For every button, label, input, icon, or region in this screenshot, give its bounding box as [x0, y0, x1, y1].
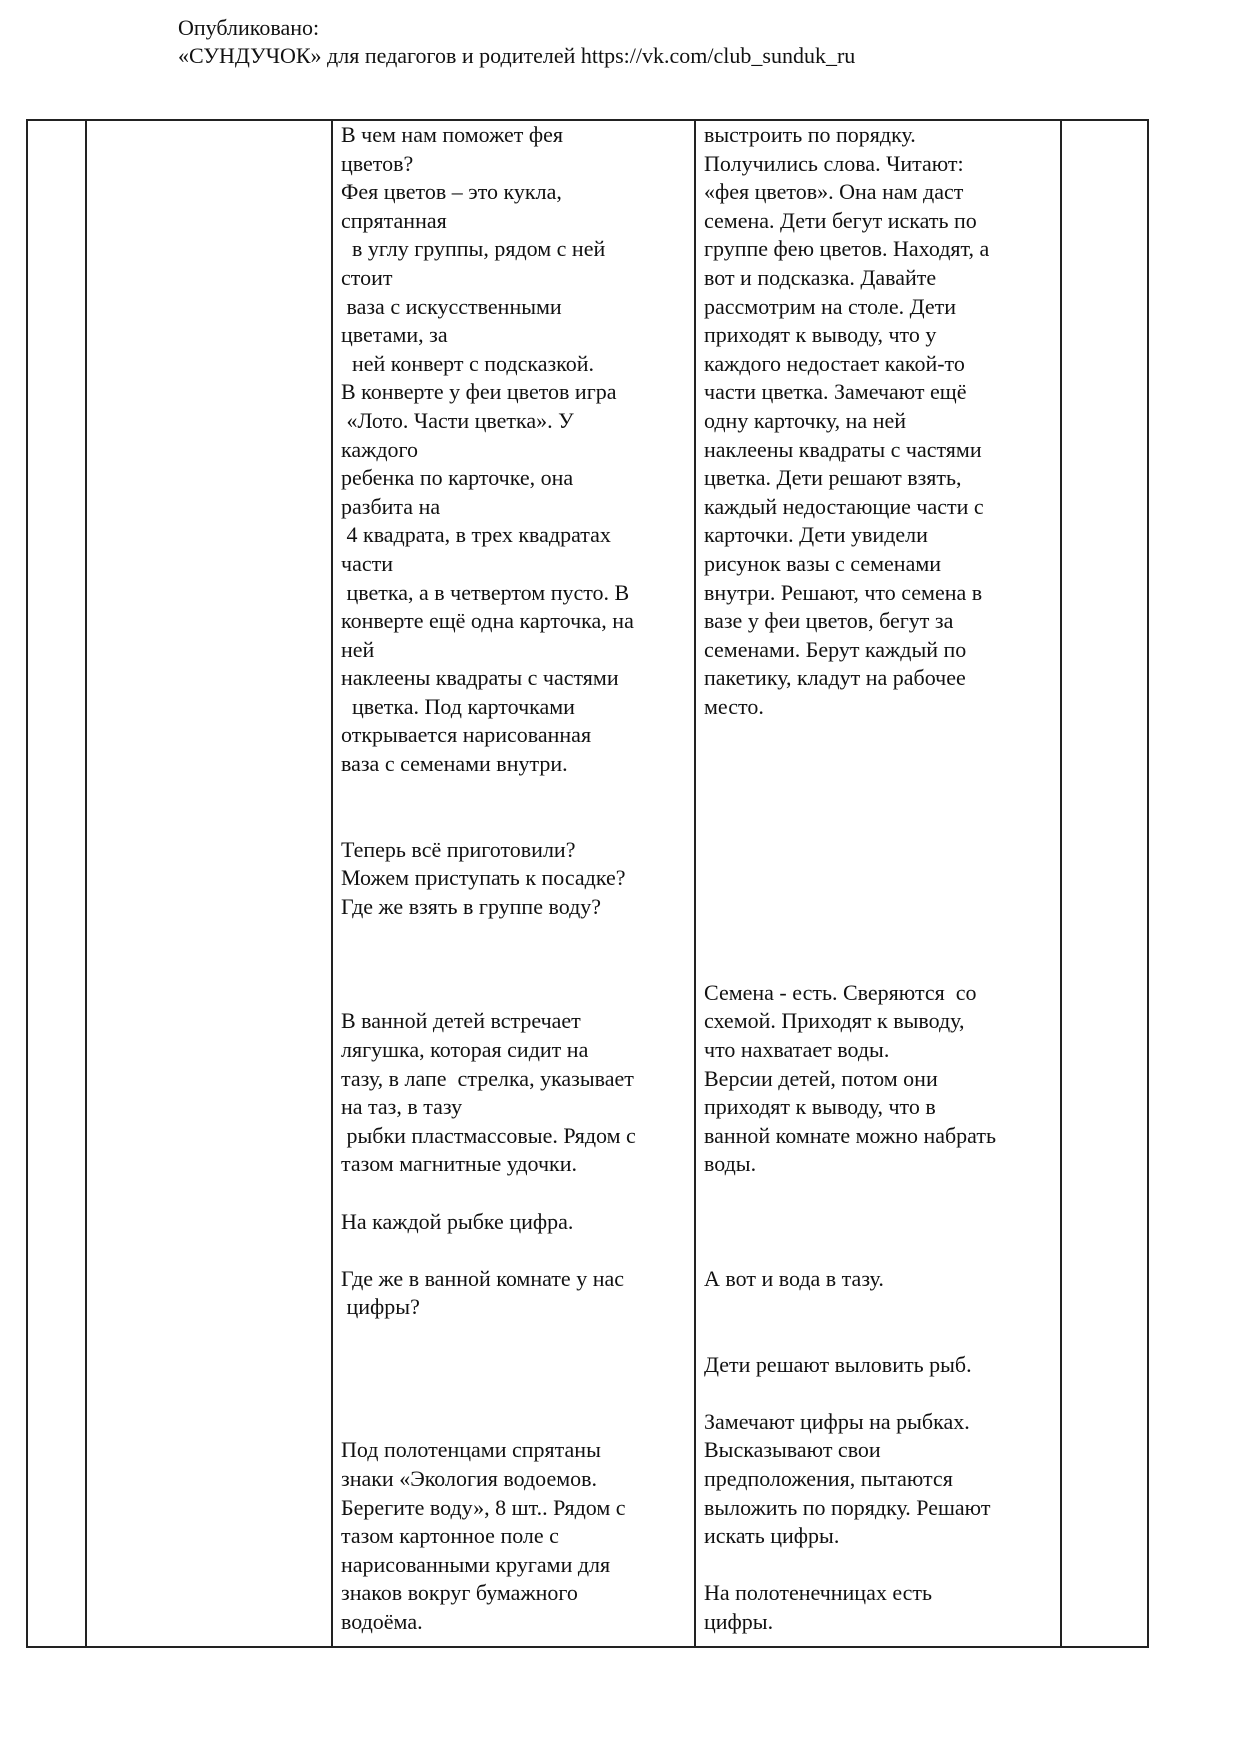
text-line: группе фею цветов. Находят, а	[704, 236, 990, 262]
text-line: пакетику, кладут на рабочее	[704, 665, 966, 691]
text-line	[341, 1408, 693, 1437]
text-line: Под полотенцами спрятаны	[341, 1437, 601, 1463]
text-line: тазу, в лапе стрелка, указывает	[341, 1065, 634, 1091]
text-line: На каждой рыбке цифра.	[341, 1208, 574, 1234]
text-line	[341, 1236, 693, 1265]
text-line: схемой. Приходят к выводу,	[704, 1008, 965, 1034]
text-line: предположения, пытаются	[704, 1465, 953, 1491]
text-line: нарисованными кругами для	[341, 1551, 611, 1577]
text-line	[704, 721, 1058, 750]
text-line: спрятанная	[341, 207, 447, 233]
text-line: ваза с семенами внутри.	[341, 751, 568, 777]
text-line: ней	[341, 636, 375, 662]
text-line: Замечают цифры на рыбках.	[704, 1408, 970, 1434]
teacher-actions-cell	[341, 121, 693, 1636]
page-header	[178, 14, 855, 70]
text-line	[704, 1551, 1058, 1580]
text-line: ребенка по карточке, она	[341, 465, 574, 491]
text-line	[341, 922, 693, 951]
text-line	[704, 893, 1058, 922]
text-line: ванной комнате можно набрать	[704, 1122, 997, 1148]
text-line: Получились слова. Читают:	[704, 150, 964, 176]
text-line: семена. Дети бегут искать по	[704, 207, 977, 233]
text-line	[341, 950, 693, 979]
text-line: одну карточку, на ней	[704, 407, 907, 433]
text-line: знаки «Экология водоемов.	[341, 1465, 598, 1491]
text-line: выложить по порядку. Решают	[704, 1494, 991, 1520]
text-line	[341, 1322, 693, 1351]
column-divider-1	[85, 121, 87, 1646]
text-line: искать цифры.	[704, 1523, 840, 1549]
text-line: лягушка, которая сидит на	[341, 1037, 589, 1062]
text-line: рыбки пластмассовые. Рядом с	[341, 1122, 636, 1148]
text-line	[704, 922, 1058, 951]
text-line: Теперь всё приготовили?	[341, 836, 576, 862]
text-line: 4 квадрата, в трех квадратах	[341, 522, 611, 548]
text-line: карточки. Дети увидели	[704, 522, 928, 548]
text-line: знаков вокруг бумажного	[341, 1580, 578, 1606]
text-line	[341, 807, 693, 836]
text-line: каждый недостающие части с	[704, 493, 984, 519]
text-line: стоит	[341, 264, 393, 290]
text-line: наклеены квадраты с частями	[341, 665, 619, 691]
text-line: части цветка. Замечают ещё	[704, 379, 967, 405]
text-line: рассмотрим на столе. Дети	[704, 293, 957, 319]
text-line: разбита на	[341, 493, 441, 519]
text-line: В ванной детей встречает	[341, 1008, 581, 1034]
text-line	[341, 1351, 693, 1380]
text-line	[704, 750, 1058, 779]
text-line: В чем нам поможет фея	[341, 122, 564, 147]
text-line: части	[341, 550, 393, 576]
column-divider-4	[1060, 121, 1062, 1646]
text-line: что нахватает воды.	[704, 1037, 890, 1062]
text-line: цифры.	[704, 1608, 774, 1634]
text-line: Берегите воду», 8 шт.. Рядом с	[341, 1494, 626, 1520]
text-line: каждого	[341, 436, 418, 462]
text-line: внутри. Решают, что семена в	[704, 579, 983, 605]
text-line: рисунок вазы с семенами	[704, 550, 942, 576]
column-divider-3	[694, 121, 696, 1646]
published-label: Опубликовано:	[178, 15, 320, 40]
text-line: водоёма.	[341, 1608, 423, 1634]
text-line: тазом магнитные удочки.	[341, 1151, 578, 1177]
text-line: Где же в ванной комнате у нас	[341, 1265, 624, 1291]
text-line: открывается нарисованная	[341, 722, 592, 748]
text-line	[341, 1379, 693, 1408]
text-line: на таз, в тазу	[341, 1094, 463, 1120]
text-line	[704, 864, 1058, 893]
text-line	[704, 1236, 1058, 1265]
children-actions-cell	[704, 121, 1058, 1636]
text-line: Высказывают свои	[704, 1437, 881, 1463]
text-line	[704, 1179, 1058, 1208]
text-line	[341, 779, 693, 808]
text-line: наклеены квадраты с частями	[704, 436, 982, 462]
text-line	[704, 1322, 1058, 1351]
text-line: Можем приступать к посадке?	[341, 865, 626, 891]
text-line: «Лото. Части цветка». У	[341, 407, 574, 433]
text-line: семенами. Берут каждый по	[704, 636, 967, 662]
text-line: цветка, а в четвертом пусто. В	[341, 579, 630, 605]
text-line: цветка. Под карточками	[341, 693, 575, 719]
text-line: ней конверт с подсказкой.	[341, 350, 595, 376]
text-line	[704, 1208, 1058, 1237]
text-line: Версии детей, потом они	[704, 1065, 938, 1091]
text-line	[341, 1179, 693, 1208]
text-line: конверте ещё одна карточка, на	[341, 608, 634, 634]
text-line: Семена - есть. Сверяются со	[704, 979, 977, 1005]
text-line	[704, 779, 1058, 808]
text-line	[704, 1379, 1058, 1408]
text-line: тазом картонное поле с	[341, 1523, 559, 1549]
text-line: приходят к выводу, что в	[704, 1094, 936, 1120]
source-line: «СУНДУЧОК» для педагогов и родителей https://vk.com/club_sunduk_ru	[178, 43, 856, 68]
lesson-table	[26, 119, 1149, 1648]
text-line: Фея цветов – это кукла,	[341, 179, 562, 205]
text-line: вот и подсказка. Давайте	[704, 264, 937, 290]
text-line: ваза с искусственными	[341, 293, 562, 319]
text-line: приходят к выводу, что у	[704, 322, 937, 348]
text-line	[341, 979, 693, 1008]
text-line: воды.	[704, 1151, 757, 1177]
text-line: В конверте у феи цветов игра	[341, 379, 617, 405]
text-line	[704, 836, 1058, 865]
text-line: цветами, за	[341, 322, 448, 348]
text-line: цифры?	[341, 1294, 420, 1320]
text-line	[704, 807, 1058, 836]
text-line: каждого недостает какой-то	[704, 350, 965, 376]
text-line: «фея цветов». Она нам даст	[704, 179, 964, 205]
text-line: цветка. Дети решают взять,	[704, 465, 962, 491]
text-line: На полотенечницах есть	[704, 1580, 933, 1606]
text-line: цветов?	[341, 150, 414, 176]
text-line: Дети решают выловить рыб.	[704, 1351, 972, 1377]
text-line: в углу группы, рядом с ней	[341, 236, 606, 262]
text-line: место.	[704, 693, 764, 719]
text-line: Где же взять в группе воду?	[341, 894, 602, 920]
column-divider-2	[331, 121, 333, 1646]
text-line: выстроить по порядку.	[704, 122, 916, 147]
text-line	[704, 950, 1058, 979]
text-line	[704, 1293, 1058, 1322]
text-line: А вот и вода в тазу.	[704, 1265, 884, 1291]
text-line: вазе у феи цветов, бегут за	[704, 608, 954, 634]
